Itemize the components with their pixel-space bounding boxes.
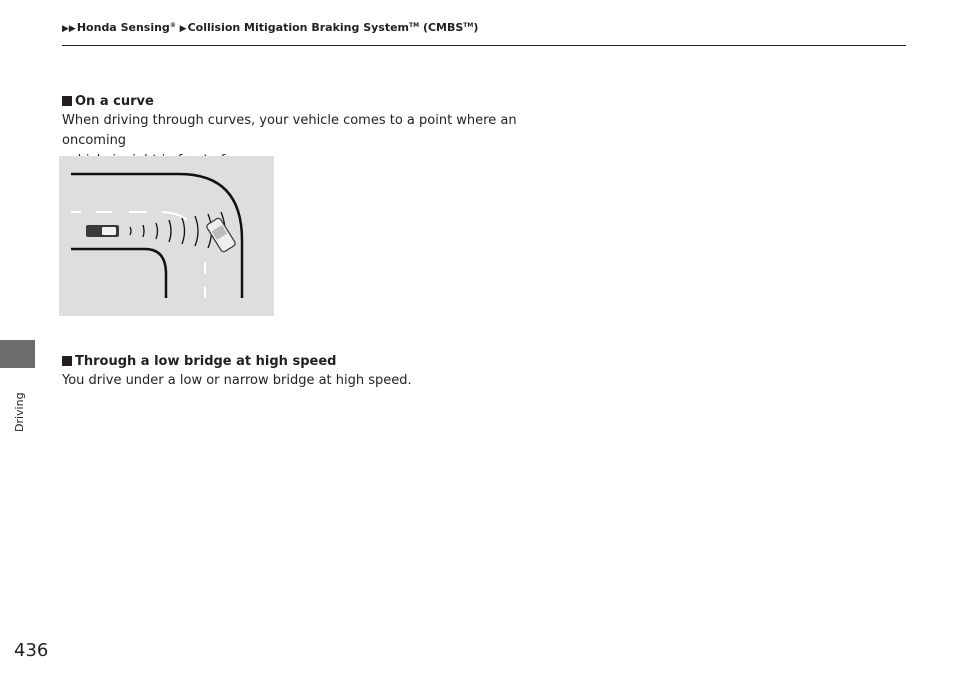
body-line: When driving through curves, your vehicle comes to a point where an oncoming — [62, 113, 517, 148]
breadcrumb-item-honda-sensing[interactable]: Honda Sensing — [76, 21, 170, 34]
section-heading-curve — [62, 94, 154, 109]
section-heading-bridge — [62, 354, 336, 369]
curve-illustration — [59, 156, 274, 316]
chapter-tab[interactable] — [0, 340, 35, 368]
chapter-label: Driving — [13, 392, 26, 432]
breadcrumb-abbr-close: ) — [473, 21, 479, 34]
black-square-icon — [62, 356, 72, 366]
page-number: 436 — [14, 640, 49, 661]
header-divider — [62, 45, 906, 46]
black-square-icon — [62, 96, 72, 106]
breadcrumb-abbr-open: (CMBS — [419, 21, 464, 34]
section-heading-text: On a curve — [75, 94, 154, 109]
trademark-mark: TM — [409, 22, 420, 29]
breadcrumb-arrow-icon: ▶ — [179, 24, 187, 34]
section-body-bridge: You drive under a low or narrow bridge at high speed. — [62, 373, 412, 388]
section-heading-text: Through a low bridge at high speed — [75, 354, 337, 369]
breadcrumb — [62, 21, 478, 34]
curve-road-diagram — [59, 156, 274, 316]
trademark-mark: TM — [463, 22, 474, 29]
breadcrumb-item-cmbs[interactable]: Collision Mitigation Braking System — [187, 21, 410, 34]
registered-mark: ® — [169, 22, 176, 29]
breadcrumb-arrow-icon: ▶▶ — [62, 24, 76, 34]
